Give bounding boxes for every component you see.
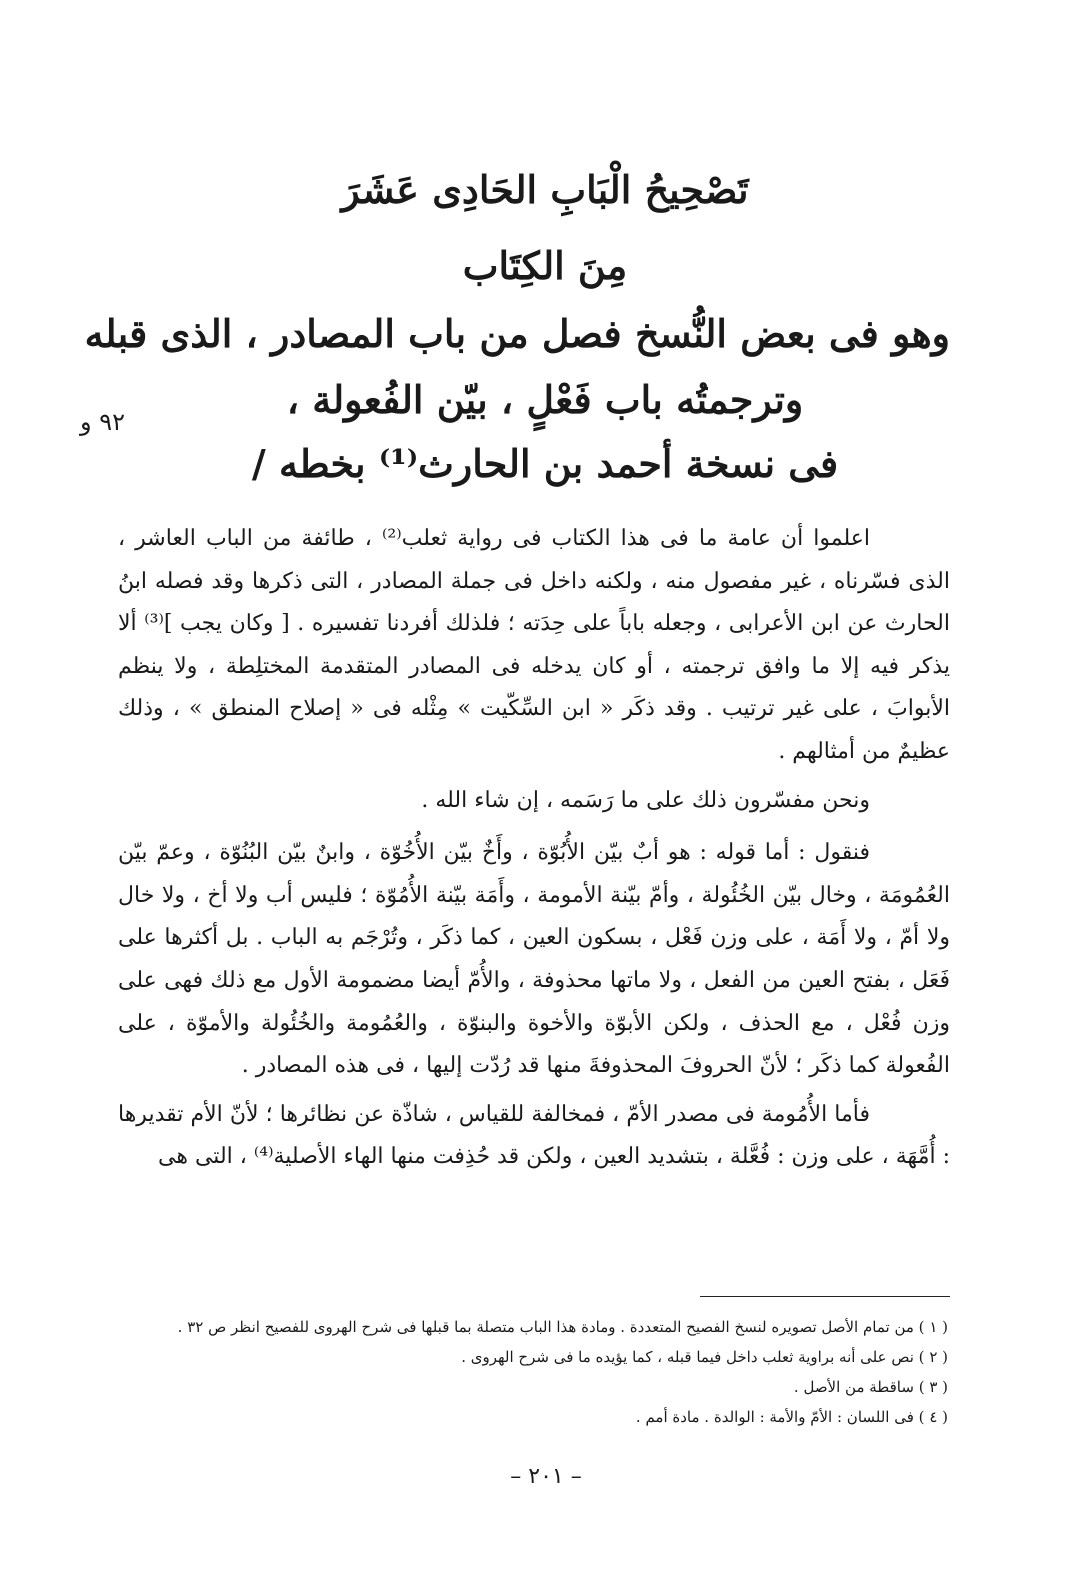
title-line-2: مِنَ الكِتَاب [462, 243, 628, 288]
footnote-divider [700, 1296, 950, 1297]
title-line-3: وهو فى بعض النُّسخ فصل من باب المصادر ، الذى قبله [84, 311, 950, 356]
paragraph-4: فأما الأُمُومة فى مصدر الأمّ ، فمخالفة للقياس ، شاذّة عن نظائرها ؛ لأنّ الأم تقديرها : أُمَّهَة ، على وزن : فُعَّلة ، بتشديد العين ، ولكن قد حُذِفت منها الهاء الأصلية⁽⁴⁾ ، التى هى [118, 1101, 950, 1170]
title-line-5: فى نسخة أحمد بن الحارث⁽¹⁾ بخطه / [251, 441, 839, 486]
footnote-1: ( ١ ) من تمام الأصل تصويره لنسخ الفصيح المتعددة . ومادة هذا الباب متصلة بما قبلها فى شرح الهروى للفصيح انظر ص ٣٢ . [177, 1318, 948, 1336]
footnote-3: ( ٣ ) ساقطة من الأصل . [793, 1378, 948, 1396]
paragraph-1: اعلموا أن عامة ما فى هذا الكتاب فى رواية ثعلب⁽²⁾ ، طائفة من الباب العاشر ، الذى فسّرناه ، غير مفصول منه ، ولكنه داخل فى جملة المصادر ، التى ذكرها وقد فصله ابنُ الحارث عن ابن الأعرابى ، وجعله باباً على حِدَته ؛ فلذلك أفردنا تفسيره . [ وكان يجب ]⁽³⁾ ألا يذكر فيه إلا ما وافق ترجمته ، أو كان يدخله فى المصادر المتقدمة المختلِطة ، ولا ينظم الأبوابَ ، على غير ترتيب . وقد ذكَر « ابن السِّكّيت » مِثْله فى « إصلاح المنطق » ، وذلك عظيمٌ من أمثالهم . [118, 526, 950, 764]
footnotes [118, 1312, 948, 1432]
title-line-1: تَصْحِيحُ الْبَابِ الحَادِى عَشَرَ [341, 167, 749, 212]
body-text [118, 518, 950, 1185]
paragraph-3: فنقول : أما قوله : هو أبٌ بيّن الأُبُوّة ، وأَخٌ بيّن الأُخُوّة ، وابنٌ بيّن البُنُوّة ، وعمّ بيّن العُمُومَة ، وخال بيّن الخُئُولة ، وأمّ بيّنة الأمومة ، وأَمَة بيّنة الأُمُوّة ؛ فليس أب ولا أخ ، ولا خال ولا أمّ ، ولا أَمَة ، على وزن فَعْل ، بسكون العين ، كما ذكَر ، وتُرْجَم به الباب . بل أكثرها على فَعَل ، بفتح العين من الفعل ، ولا ماتها محذوفة ، والأُمّ أيضا مضمومة الأول مع ذلك فهى على وزن فُعْل ، مع الحذف ، ولكن الأبوّة والأخوة والبنوّة ، والعُمُومة والخُئُولة والأموّة ، على الفُعولة كما ذكَر ؛ لأنّ الحروفَ المحذوفةَ منها قد رُدّت إليها ، فى هذه المصادر . [118, 840, 950, 1079]
folio-margin-note: ٩٢ و [80, 408, 125, 436]
paragraph-2: ونحن مفسّرون ذلك على ما رَسَمه ، إن شاء الله . [421, 787, 870, 813]
page-number: – ٢٠١ – [510, 1464, 582, 1489]
title-line-4: وترجمتُه باب فَعْلٍ ، بيّن الفُعولة ، [286, 377, 804, 422]
footnote-2: ( ٢ ) نص على أنه براوية ثعلب داخل فيما قبله ، كما يؤيده ما فى شرح الهروى . [461, 1348, 948, 1366]
footnote-4: ( ٤ ) فى اللسان : الأمّ والأمة : الوالدة . مادة أمم . [635, 1408, 948, 1426]
